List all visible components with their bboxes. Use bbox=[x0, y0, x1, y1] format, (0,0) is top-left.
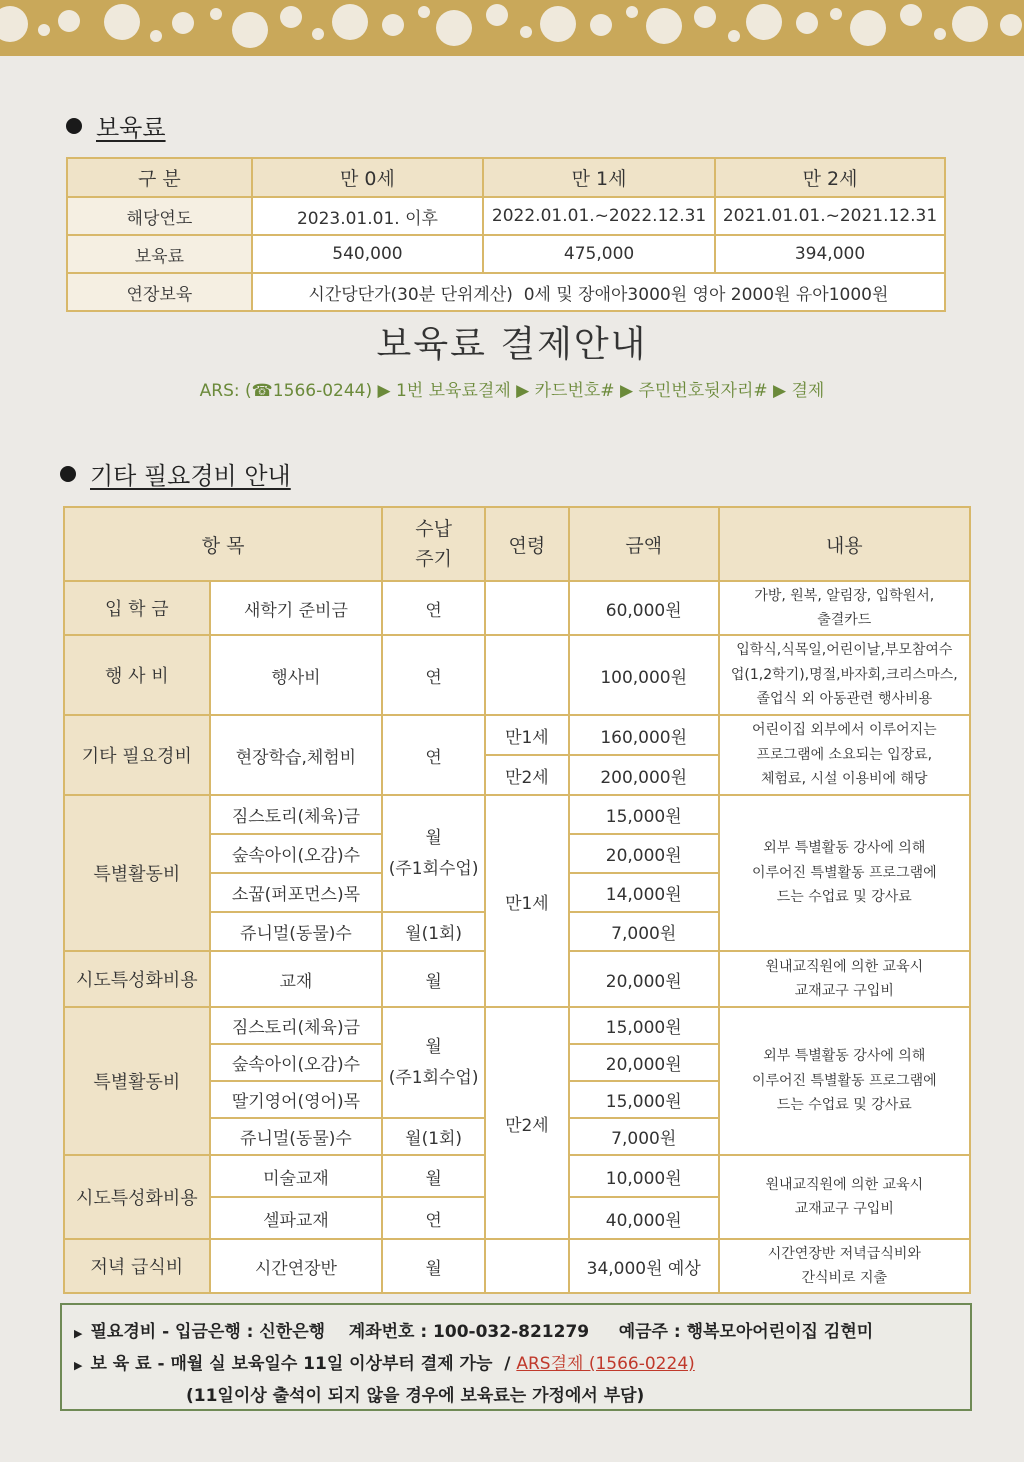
notice-text: 보 육 료 - 매월 실 보육일수 11일 이상부터 결제 가능 / bbox=[90, 1354, 511, 1374]
description-cell: 시간연장반 저녁급식비와 간식비로 지출 bbox=[719, 1239, 970, 1293]
category-cell: 기타 필요경비 bbox=[64, 715, 210, 795]
section-title-text: 기타 필요경비 안내 bbox=[90, 462, 291, 490]
table-cell: 100,000원 bbox=[569, 635, 719, 715]
table-cell: 34,000원 예상 bbox=[569, 1239, 719, 1293]
childcare-fee-table bbox=[66, 157, 946, 312]
table-cell: 540,000 bbox=[252, 235, 483, 273]
table-cell: 연 bbox=[382, 715, 485, 795]
table-cell: 2021.01.01.~2021.12.31 bbox=[715, 197, 945, 235]
section-title-other-expenses bbox=[60, 456, 291, 491]
category-cell: 특별활동비 bbox=[64, 1007, 210, 1155]
header-cell: 금액 bbox=[569, 507, 719, 581]
age-cell: 만1세 bbox=[485, 795, 569, 1007]
table-cell: 월(1회) bbox=[382, 912, 485, 951]
age-cell: 만1세 bbox=[485, 715, 569, 755]
table-cell: 짐스토리(체육)금 bbox=[210, 795, 383, 834]
table-cell: 새학기 준비금 bbox=[210, 581, 383, 635]
notice-line-expenses bbox=[74, 1317, 873, 1342]
table-cell: 월 bbox=[382, 1239, 485, 1293]
table-row bbox=[67, 197, 945, 235]
bullet-icon bbox=[60, 466, 76, 482]
triangle-bullet-icon: ▶ bbox=[74, 1327, 83, 1340]
category-cell: 저녁 급식비 bbox=[64, 1239, 210, 1293]
table-row bbox=[64, 635, 970, 715]
notice-line-fee bbox=[74, 1349, 695, 1374]
table-row bbox=[67, 235, 945, 273]
age-cell: 만2세 bbox=[485, 1007, 569, 1239]
table-cell: 7,000원 bbox=[569, 912, 719, 951]
table-cell: 미술교재 bbox=[210, 1155, 383, 1197]
table-header-row bbox=[64, 507, 970, 581]
table-cell bbox=[485, 635, 569, 715]
table-cell: 딸기영어(영어)목 bbox=[210, 1081, 383, 1118]
table-cell: 월 (주1회수업) bbox=[382, 795, 485, 912]
table-cell: 20,000원 bbox=[569, 834, 719, 873]
description-cell: 가방, 원복, 알림장, 입학원서, 출결카드 bbox=[719, 581, 970, 635]
table-cell: 월(1회) bbox=[382, 1118, 485, 1155]
table-cell: 연 bbox=[382, 1197, 485, 1239]
description-cell: 원내교직원에 의한 교육시 교재교구 구입비 bbox=[719, 951, 970, 1007]
table-cell: 7,000원 bbox=[569, 1118, 719, 1155]
table-row bbox=[64, 1239, 970, 1293]
section-title-childcare-fee bbox=[66, 108, 166, 143]
age-cell: 만2세 bbox=[485, 755, 569, 795]
expense-table bbox=[63, 506, 971, 1294]
table-cell: 20,000원 bbox=[569, 951, 719, 1007]
description-cell: 어린이집 외부에서 이루어지는 프로그램에 소요되는 입장료, 체험료, 시설 이용비에 해당 bbox=[719, 715, 970, 795]
row-label: 해당연도 bbox=[67, 197, 252, 235]
section-title-text: 보육료 bbox=[96, 114, 166, 142]
table-cell: 시간당단가(30분 단위계산) 0세 및 장애아3000원 영아 2000원 유아1000원 bbox=[252, 273, 945, 311]
table-cell: 14,000원 bbox=[569, 873, 719, 912]
header-cell: 만 2세 bbox=[715, 158, 945, 197]
table-cell: 교재 bbox=[210, 951, 383, 1007]
table-cell: 월 bbox=[382, 951, 485, 1007]
triangle-bullet-icon: ▶ bbox=[74, 1359, 83, 1372]
row-label: 보육료 bbox=[67, 235, 252, 273]
table-row bbox=[67, 273, 945, 311]
table-cell: 40,000원 bbox=[569, 1197, 719, 1239]
table-cell bbox=[485, 581, 569, 635]
table-cell: 200,000원 bbox=[569, 755, 719, 795]
table-cell: 셀파교재 bbox=[210, 1197, 383, 1239]
table-cell: 160,000원 bbox=[569, 715, 719, 755]
notice-text: (11일이상 출석이 되지 않을 경우에 보육료는 가정에서 부담) bbox=[186, 1386, 645, 1406]
notice-text: 필요경비 - 입금은행 : 신한은행 계좌번호 : 100-032-821279 예금주 : 행복모아어린이집 김현미 bbox=[90, 1322, 874, 1342]
payment-title: 보육료 결제안내 bbox=[376, 324, 648, 365]
decorative-border bbox=[0, 0, 1024, 56]
category-cell: 특별활동비 bbox=[64, 795, 210, 951]
table-cell: 15,000원 bbox=[569, 1081, 719, 1118]
table-cell: 소꿉(퍼포먼스)목 bbox=[210, 873, 383, 912]
table-cell: 연 bbox=[382, 581, 485, 635]
header-cell: 만 1세 bbox=[483, 158, 715, 197]
category-cell: 입 학 금 bbox=[64, 581, 210, 635]
header-cell: 수납 주기 bbox=[382, 507, 485, 581]
table-cell: 연 bbox=[382, 635, 485, 715]
ars-instructions: ARS: (☎1566-0244) ▶ 1번 보육료결제 ▶ 카드번호# ▶ 주민번호뒷자리# ▶ 결제 bbox=[199, 381, 825, 401]
table-cell: 현장학습,체험비 bbox=[210, 715, 383, 795]
header-cell: 구 분 bbox=[67, 158, 252, 197]
header-cell: 만 0세 bbox=[252, 158, 483, 197]
table-cell bbox=[485, 1239, 569, 1293]
description-cell: 외부 특별활동 강사에 의해 이루어진 특별활동 프로그램에 드는 수업료 및 강사료 bbox=[719, 1007, 970, 1155]
table-cell: 15,000원 bbox=[569, 1007, 719, 1044]
table-cell: 2022.01.01.~2022.12.31 bbox=[483, 197, 715, 235]
table-row bbox=[64, 1007, 970, 1044]
bullet-icon bbox=[66, 118, 82, 134]
table-cell: 쥬니멀(동물)수 bbox=[210, 912, 383, 951]
table-cell: 394,000 bbox=[715, 235, 945, 273]
table-cell: 475,000 bbox=[483, 235, 715, 273]
table-cell: 쥬니멀(동물)수 bbox=[210, 1118, 383, 1155]
table-cell: 2023.01.01. 이후 bbox=[252, 197, 483, 235]
table-row bbox=[64, 715, 970, 755]
description-cell: 입학식,식목일,어린이날,부모참여수 업(1,2학기),명절,바자회,크리스마스, 졸업식 외 아동관련 행사비용 bbox=[719, 635, 970, 715]
table-cell: 15,000원 bbox=[569, 795, 719, 834]
description-cell: 외부 특별활동 강사에 의해 이루어진 특별활동 프로그램에 드는 수업료 및 강사료 bbox=[719, 795, 970, 951]
table-row bbox=[64, 795, 970, 834]
header-cell: 연령 bbox=[485, 507, 569, 581]
table-row bbox=[64, 581, 970, 635]
ars-payment-number: ARS결제 (1566-0224) bbox=[516, 1354, 695, 1374]
table-cell: 60,000원 bbox=[569, 581, 719, 635]
category-cell: 행 사 비 bbox=[64, 635, 210, 715]
table-cell: 10,000원 bbox=[569, 1155, 719, 1197]
table-cell: 월 (주1회수업) bbox=[382, 1007, 485, 1118]
header-cell: 내용 bbox=[719, 507, 970, 581]
table-cell: 행사비 bbox=[210, 635, 383, 715]
table-cell: 20,000원 bbox=[569, 1044, 719, 1081]
row-label: 연장보육 bbox=[67, 273, 252, 311]
category-cell: 시도특성화비용 bbox=[64, 1155, 210, 1239]
description-cell: 원내교직원에 의한 교육시 교재교구 구입비 bbox=[719, 1155, 970, 1239]
category-cell: 시도특성화비용 bbox=[64, 951, 210, 1007]
header-cell: 항 목 bbox=[64, 507, 382, 581]
table-header-row bbox=[67, 158, 945, 197]
table-cell: 월 bbox=[382, 1155, 485, 1197]
payment-notice-box bbox=[60, 1303, 972, 1411]
table-cell: 시간연장반 bbox=[210, 1239, 383, 1293]
table-cell: 숲속아이(오감)수 bbox=[210, 834, 383, 873]
table-cell: 숲속아이(오감)수 bbox=[210, 1044, 383, 1081]
table-cell: 짐스토리(체육)금 bbox=[210, 1007, 383, 1044]
